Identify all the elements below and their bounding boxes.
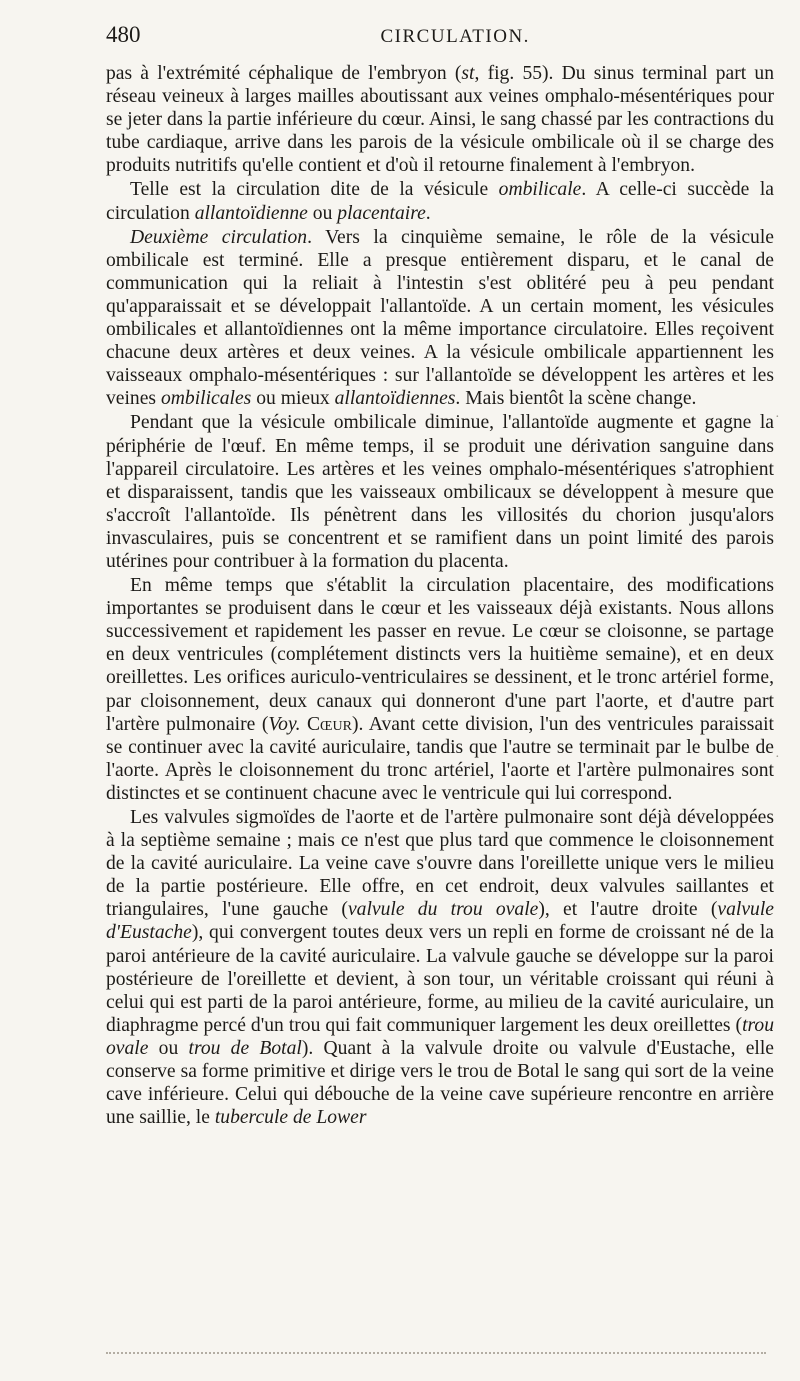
page-number: 480: [106, 22, 141, 47]
text-run: Les valvules sigmoïdes de l'aorte et de l'artère pulmonaire sont déjà développées à la septième semaine ; mais ce n'est que plus tard que commence le cloisonnement de la cavité auriculaire. La veine cave s'ouvre dans l'oreillette unique vers le milieu de la partie postérieure. Elle offre, en cet endroit, deux valvules saillantes et triangulaires, l'une gauche (: [106, 807, 774, 921]
text-run: ), qui convergent toutes deux vers un repli en forme de croissant né de la paroi antérieure de la cavité auriculaire. La valvule gauche se développe sur la paroi postérieure de l'oreillette et devient, à son tour, un véritable croissant qui réuni à celui qui est parti de la paroi antérieure, forme, au milieu de la cavité auriculaire, un diaphragme percé d'un trou qui fait communiquer largement les deux oreillettes (: [106, 922, 774, 1036]
text-run: . Vers la cinquième semaine, le rôle de la vésicule ombilicale est terminé. Elle a presque entièrement disparu, et le canal de communication qui la reliait à l'intestin s'est oblitéré peu à peu pendant qu'apparaissait et se développait l'allantoïde. A un certain moment, les vésicules ombilicales et allantoïdiennes ont la même importance circulatoire. Elles reçoivent chacune deux artères et deux veines. A la vésicule ombilicale appartiennent les vaisseaux omphalo-mésentériques : sur l'allantoïde se développent les artères et les veines: [106, 226, 774, 410]
text-run: , fig. 55). Du sinus terminal part un réseau veineux à larges mailles aboutissant aux veines omphalo-mésentériques pour se jeter dans la partie inférieure du cœur. Ainsi, le sang chassé par les contractions du tube cardiaque, arrive dans les parois de la vésicule ombilicale où il se charge des produits nutritifs qu'elle contient et d'où il retourne finalement à l'embryon.: [106, 63, 774, 177]
page-header: [106, 22, 770, 62]
paragraph: [106, 806, 774, 1129]
text-run: ). Avant cette division, l'un des ventricules paraissait se continuer avec la cavité auriculaire, tandis que l'autre se terminait par le bulbe de l'aorte. Après le cloisonnement du tronc artériel, l'aorte et l'artère pulmonaires sont distinctes et se continuent chacune avec le ventricule qui lui correspond.: [106, 713, 774, 804]
italic-run: tubercule de Lower: [214, 1107, 367, 1129]
italic-run: ombilicale: [498, 179, 582, 201]
text-run: ), et l'autre droite (: [538, 899, 718, 921]
margin-mark: ·: [775, 750, 780, 765]
italic-run: trou de Botal: [188, 1037, 302, 1059]
italic-run: trou ovale: [106, 1014, 774, 1059]
italic-run: allantoïdiennes: [334, 388, 456, 410]
text-run: Telle est la circulation dite de la vésicule: [130, 179, 499, 201]
italic-run: placentaire: [337, 202, 426, 224]
paragraph: [106, 411, 774, 573]
small-caps-run: Cœur: [306, 713, 352, 735]
text-run: ou: [307, 202, 338, 224]
italic-run: allantoïdienne: [194, 202, 308, 224]
text-run: .: [425, 202, 431, 224]
text-run: ). Quant à la valvule droite ou valvule d'Eustache, elle conserve sa forme primitive et dirige vers le trou de Botal le sang qui sort de la veine cave inférieure. Celui qui débouche de la veine cave supérieure rencontre en arrière une saillie, le: [106, 1037, 775, 1129]
text-run: Pendant que la vésicule ombilicale diminue, l'allantoïde augmente et gagne la périphérie de l'œuf. En même temps, il se produit une dérivation sanguine dans l'appareil circulatoire. Les artères et les veines omphalo-mésentériques s'atrophient et disparaissent, tandis que les vaisseaux ombilicaux se développent à mesure que s'accroît l'allantoïde. Ils pénètrent dans les villosités du chorion jusqu'alors invasculaires, puis se concentrent et se ramifient dans un point limité des parois utérines pour contribuer à la formation du placenta.: [106, 412, 774, 572]
running-head: CIRCULATION.: [380, 26, 530, 47]
body-text: [106, 62, 774, 1129]
text-run: . Mais bientôt la scène change.: [455, 388, 697, 410]
text-run: pas à l'extrémité céphalique de l'embryon (: [106, 63, 462, 84]
italic-run: st: [461, 63, 475, 84]
paragraph: [106, 574, 774, 805]
text-run: . A celle-ci succède la circulation: [106, 179, 774, 224]
text-run: En même temps que s'établit la circulation placentaire, des modifications importantes se produisent dans le cœur et les vaisseaux déjà existants. Nous allons successivement et rapidement les passer en revue. Le cœur se cloisonne, se partage en deux ventricules (complétement distincts vers la huitième semaine), et en deux oreillettes. Les orifices auriculo-ventriculaires se dessinent, et le tronc artériel forme, par cloisonnement, deux canaux qui donneront d'une part l'aorte, et d'autre part l'artère pulmonaire (: [106, 575, 774, 735]
italic-run: valvule du trou ovale: [347, 899, 539, 921]
paragraph: [106, 226, 774, 411]
text-run: ou mieux: [251, 388, 335, 410]
margin-mark: ·: [775, 410, 780, 425]
paragraph: [106, 62, 774, 177]
italic-run: ombilicales: [160, 388, 252, 410]
footer-dotted-rule: [106, 1352, 766, 1354]
paragraph: [106, 178, 774, 224]
italic-run: Deuxième circulation: [130, 226, 308, 248]
italic-run: Voy.: [268, 713, 301, 735]
italic-run: valvule d'Eustache: [106, 899, 774, 944]
text-run: ou: [148, 1037, 189, 1059]
